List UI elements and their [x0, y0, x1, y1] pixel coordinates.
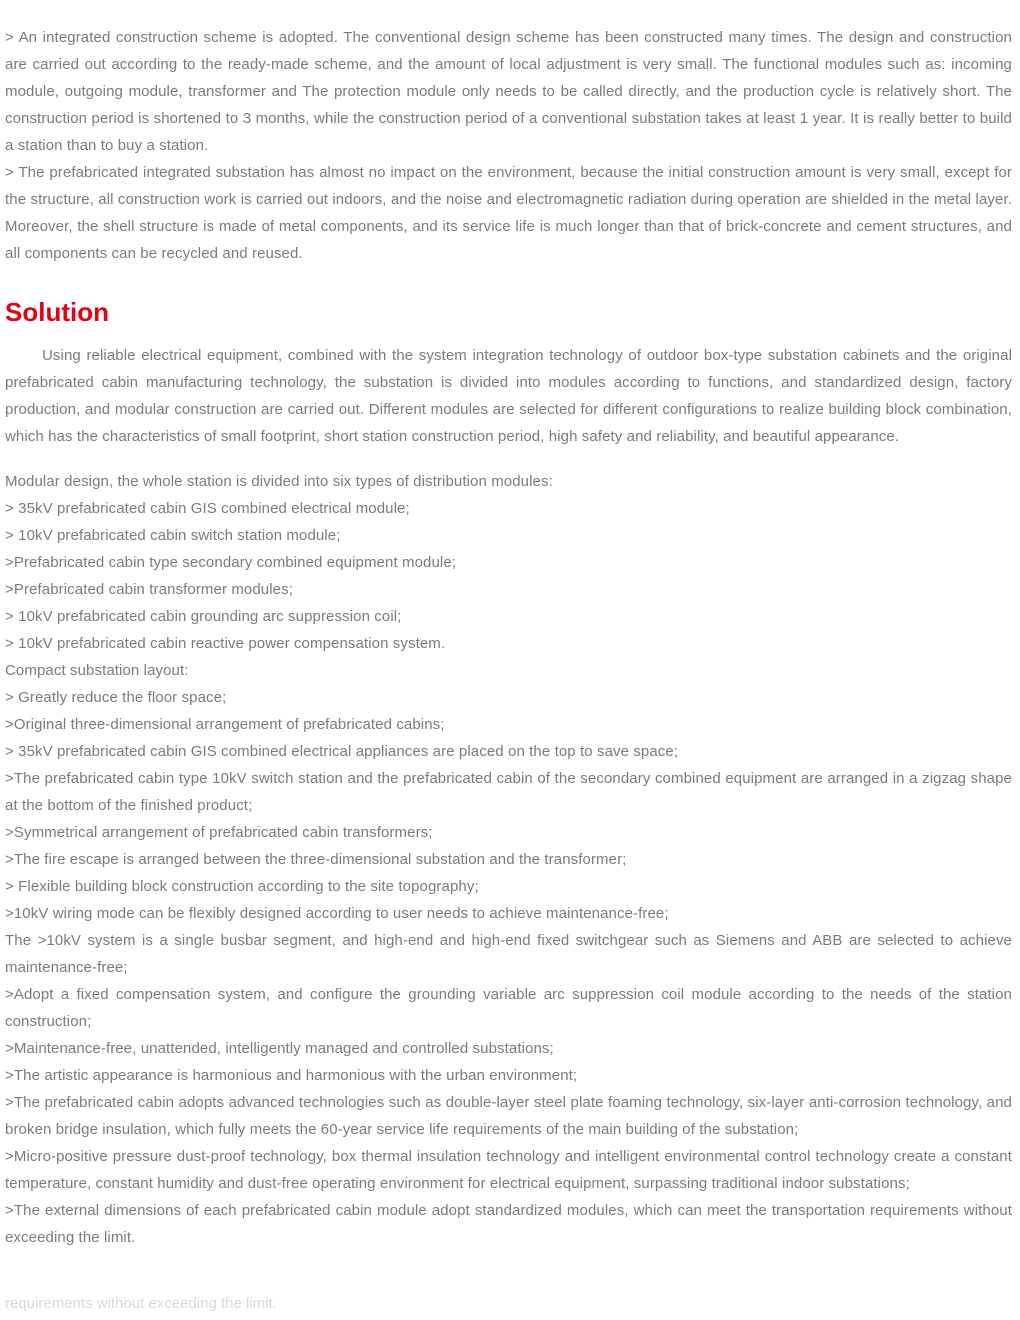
- list-line: > 35kV prefabricated cabin GIS combined electrical appliances are placed on the top to save space;: [5, 743, 679, 760]
- solution-heading: Solution: [5, 297, 109, 327]
- list-line: >Adopt a fixed compensation system, and configure the grounding variable arc suppression coil module according to the needs of the station construction;: [5, 986, 1012, 1030]
- list-line: >The prefabricated cabin type 10kV switch station and the prefabricated cabin of the secondary combined equipment are arranged in a zigzag shape at the bottom of the finished product;: [5, 770, 1012, 814]
- list-line: > Flexible building block construction according to the site topography;: [5, 878, 479, 895]
- intro-paragraph-1: > An integrated construction scheme is adopted. The conventional design scheme has been constructed many times. The design and construction are carried out according to the ready-made scheme, and the amount of local adjustment is very small. The functional modules such as: incoming module, outgoing module, transformer and The protection module only needs to be called directly, and the production cycle is relatively short. The construction period is shortened to 3 months, while the construction period of a conventional substation takes at least 1 year. It is really better to build a station than to buy a station.: [5, 29, 1012, 154]
- list-line: > 10kV prefabricated cabin reactive power compensation system.: [5, 635, 446, 652]
- list-line: Modular design, the whole station is divided into six types of distribution modules:: [5, 473, 553, 490]
- list-line: >The external dimensions of each prefabricated cabin module adopt standardized modules, which can meet the transportation requirements without exceeding the limit.: [5, 1202, 1012, 1246]
- list-line: > 35kV prefabricated cabin GIS combined electrical module;: [5, 500, 410, 517]
- list-line: >Prefabricated cabin transformer modules;: [5, 581, 293, 598]
- list-line: >Original three-dimensional arrangement of prefabricated cabins;: [5, 716, 445, 733]
- list-line: The >10kV system is a single busbar segment, and high-end and high-end fixed switchgear such as Siemens and ABB are selected to achieve maintenance-free;: [5, 932, 1012, 976]
- list-line: Compact substation layout:: [5, 662, 189, 679]
- list-line: >10kV wiring mode can be flexibly designed according to user needs to achieve maintenance-free;: [5, 905, 669, 922]
- list-line: >Maintenance-free, unattended, intelligently managed and controlled substations;: [5, 1040, 554, 1057]
- solution-paragraph: Using reliable electrical equipment, combined with the system integration technology of outdoor box-type substation cabinets and the original prefabricated cabin manufacturing technology, the substation is divided into modules according to functions, and standardized design, factory production, and modular construction are carried out. Different modules are selected for different configurations to realize building block combination, which has the characteristics of small footprint, short station construction period, high safety and reliability, and beautiful appearance.: [5, 347, 1012, 445]
- clipped-text-echo: requirements without exceeding the limit.: [5, 1295, 277, 1312]
- list-line: > Greatly reduce the floor space;: [5, 689, 227, 706]
- list-line: > 10kV prefabricated cabin switch station module;: [5, 527, 341, 544]
- list-line: >Micro-positive pressure dust-proof technology, box thermal insulation technology and intelligent environmental control technology create a constant temperature, constant humidity and dust-free operating environment for electrical equipment, surpassing traditional indoor substations;: [5, 1148, 1012, 1192]
- modular-design-list: [5, 468, 1012, 1251]
- list-line: >The fire escape is arranged between the three-dimensional substation and the transformer;: [5, 851, 627, 868]
- intro-paragraph-2: > The prefabricated integrated substation has almost no impact on the environment, because the initial construction amount is very small, except for the structure, all construction work is carried out indoors, and the noise and electromagnetic radiation during operation are shielded in the metal layer. Moreover, the shell structure is made of metal components, and its service life is much longer than that of brick-concrete and cement structures, and all components can be recycled and reused.: [5, 164, 1012, 262]
- list-line: >Prefabricated cabin type secondary combined equipment module;: [5, 554, 457, 571]
- list-line: >Symmetrical arrangement of prefabricated cabin transformers;: [5, 824, 433, 841]
- list-line: >The prefabricated cabin adopts advanced technologies such as double-layer steel plate foaming technology, six-layer anti-corrosion technology, and broken bridge insulation, which fully meets the 60-year service life requirements of the main building of the substation;: [5, 1094, 1012, 1138]
- list-line: >The artistic appearance is harmonious and harmonious with the urban environment;: [5, 1067, 578, 1084]
- list-line: > 10kV prefabricated cabin grounding arc suppression coil;: [5, 608, 402, 625]
